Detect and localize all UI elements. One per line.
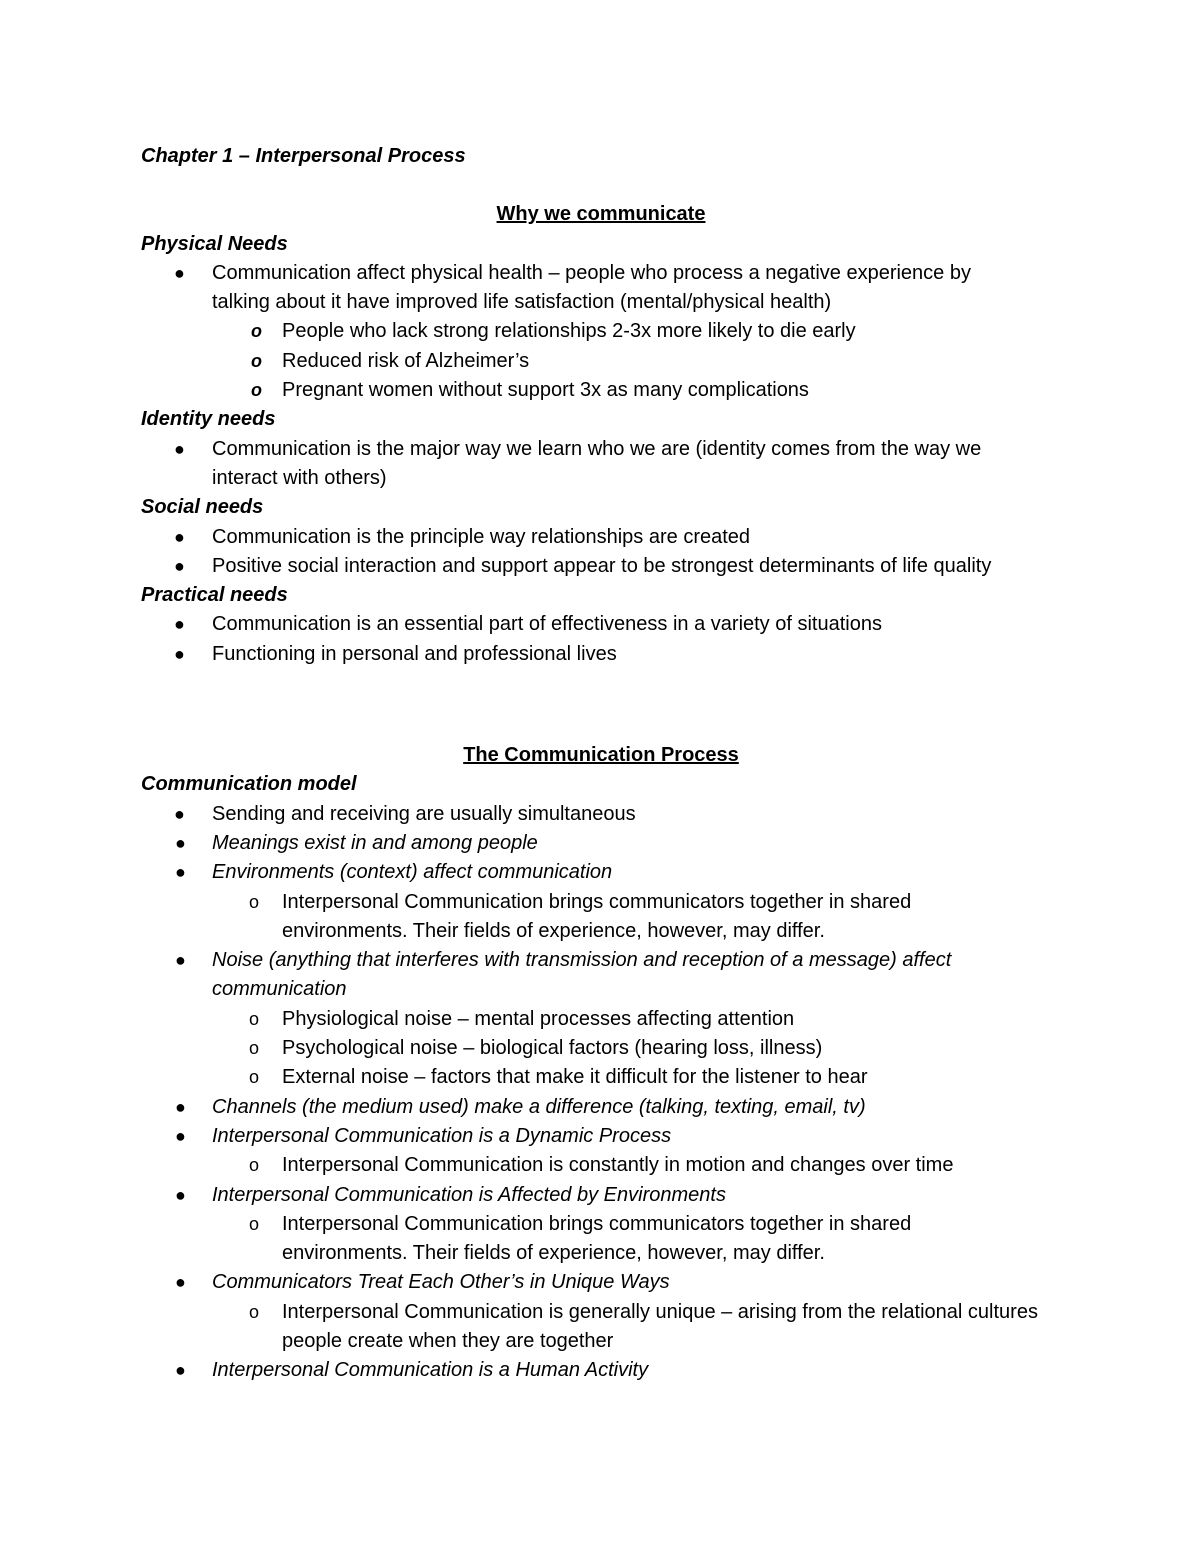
bullet-disc-icon: ● [175, 1096, 186, 1117]
bullet-hollow-circle-icon: o [249, 1155, 260, 1176]
list-item [141, 1005, 1061, 1034]
bullet-circle-icon: o [251, 350, 262, 371]
list-item-text: External noise – factors that make it difficult for the listener to hear [282, 1066, 868, 1089]
list-item-text: Reduced risk of Alzheimer’s [282, 349, 530, 372]
section-heading-why-we-communicate: Why we communicate [496, 203, 706, 226]
bullet-hollow-circle-icon: o [249, 891, 260, 912]
list-item-text: Physiological noise – mental processes affecting attention [282, 1007, 795, 1030]
list-item [141, 552, 1002, 581]
list-item [141, 640, 1061, 669]
bullet-disc-icon: ● [175, 950, 186, 971]
list-item-text: Interpersonal Communication brings communicators together in shared environments. Their fields of experience, however, may differ. [282, 1212, 912, 1265]
bullet-disc-icon: ● [175, 1125, 186, 1146]
list-item-text: Interpersonal Communication is generally unique – arising from the relational cultures people create when they are together [282, 1300, 1038, 1352]
list-item-text: Communication is the major way we learn who we are (identity comes from the way we interact with others) [212, 437, 982, 489]
bullet-disc-icon: ● [175, 862, 186, 883]
bullet-disc-icon: ● [174, 262, 185, 283]
list-item [141, 829, 1061, 858]
bullet-disc-icon: ● [174, 438, 185, 459]
bullet-disc-icon: ● [174, 555, 185, 576]
list-item [141, 1298, 1042, 1357]
list-item-text: Sending and receiving are usually simultaneous [212, 802, 636, 825]
bullet-disc-icon: ● [174, 803, 185, 824]
bullet-disc-icon: ● [174, 614, 185, 635]
bullet-hollow-circle-icon: o [249, 1038, 260, 1059]
list-item-text: Interpersonal Communication is Affected by Environments [212, 1183, 726, 1206]
list-item-text: Communication is the principle way relationships are created [212, 525, 751, 548]
subheading-identity-needs: Identity needs [141, 408, 276, 431]
bullet-disc-icon: ● [174, 526, 185, 547]
list-item [141, 800, 1061, 829]
section-spacer [141, 713, 1061, 741]
list-item-text: Psychological noise – biological factors (hearing loss, illness) [282, 1037, 823, 1060]
list-item-text: Channels (the medium used) make a difference (talking, texting, email, tv) [212, 1095, 866, 1118]
list-item [141, 858, 1061, 887]
list-item [141, 1181, 1061, 1210]
list-item [141, 888, 982, 947]
list-item [141, 610, 1061, 639]
section-spacer [141, 669, 1061, 713]
bullet-disc-icon: ● [175, 1360, 186, 1381]
list-item [141, 1063, 1061, 1092]
bullet-disc-icon: ● [175, 1272, 186, 1293]
list-item [141, 946, 1022, 1005]
chapter-title: Chapter 1 – Interpersonal Process [141, 145, 466, 167]
bullet-hollow-circle-icon: o [249, 1008, 260, 1029]
list-item-text: Pregnant women without support 3x as many complications [282, 379, 809, 402]
list-item-text: Communication affect physical health – people who process a negative experience by talking about it have improved life satisfaction (mental/physical health) [212, 261, 971, 314]
list-item [141, 376, 1061, 405]
list-item-text: Noise (anything that interferes with transmission and reception of a message) affect communication [212, 949, 952, 1001]
list-item [141, 1268, 1061, 1297]
list-item [141, 1034, 1061, 1063]
list-item-text: Interpersonal Communication is a Dynamic Process [212, 1124, 672, 1147]
bullet-hollow-circle-icon: o [249, 1301, 260, 1322]
bullet-disc-icon: ● [175, 832, 186, 853]
list-item [141, 435, 1052, 494]
bullet-circle-icon: o [251, 321, 262, 342]
bullet-hollow-circle-icon: o [249, 1213, 260, 1234]
list-item [141, 1210, 982, 1269]
list-item-text: Interpersonal Communication is a Human Activity [212, 1359, 649, 1382]
section-heading-communication-process: The Communication Process [463, 744, 739, 767]
list-item-text: People who lack strong relationships 2-3x more likely to die early [282, 320, 856, 343]
list-item-text: Communication is an essential part of effectiveness in a variety of situations [212, 613, 882, 636]
list-item-text: Functioning in personal and professional lives [212, 642, 617, 665]
list-item [141, 1122, 1061, 1151]
list-item-text: Communicators Treat Each Other’s in Unique Ways [212, 1271, 670, 1294]
list-item [141, 317, 1061, 346]
bullet-disc-icon: ● [174, 643, 185, 664]
list-item [141, 523, 1061, 552]
list-item-text: Interpersonal Communication is constantly in motion and changes over time [282, 1154, 954, 1177]
list-item [141, 1356, 1061, 1385]
bullet-disc-icon: ● [175, 1184, 186, 1205]
subheading-physical-needs: Physical Needs [141, 232, 288, 255]
list-item-text: Interpersonal Communication brings communicators together in shared environments. Their fields of experience, however, may differ. [282, 890, 912, 942]
subheading-communication-model: Communication model [141, 773, 357, 796]
list-item-text: Environments (context) affect communication [212, 861, 613, 884]
list-item-text: Meanings exist in and among people [212, 831, 538, 854]
list-item [141, 1151, 1061, 1180]
subheading-social-needs: Social needs [141, 496, 264, 519]
bullet-circle-icon: o [251, 380, 262, 401]
list-item [141, 347, 1061, 376]
list-item-text: Positive social interaction and support appear to be strongest determinants of life quality [212, 554, 992, 577]
list-item [141, 259, 1032, 318]
bullet-hollow-circle-icon: o [249, 1067, 260, 1088]
subheading-practical-needs: Practical needs [141, 584, 288, 607]
document-page [141, 142, 1061, 1386]
list-item [141, 1093, 1061, 1122]
